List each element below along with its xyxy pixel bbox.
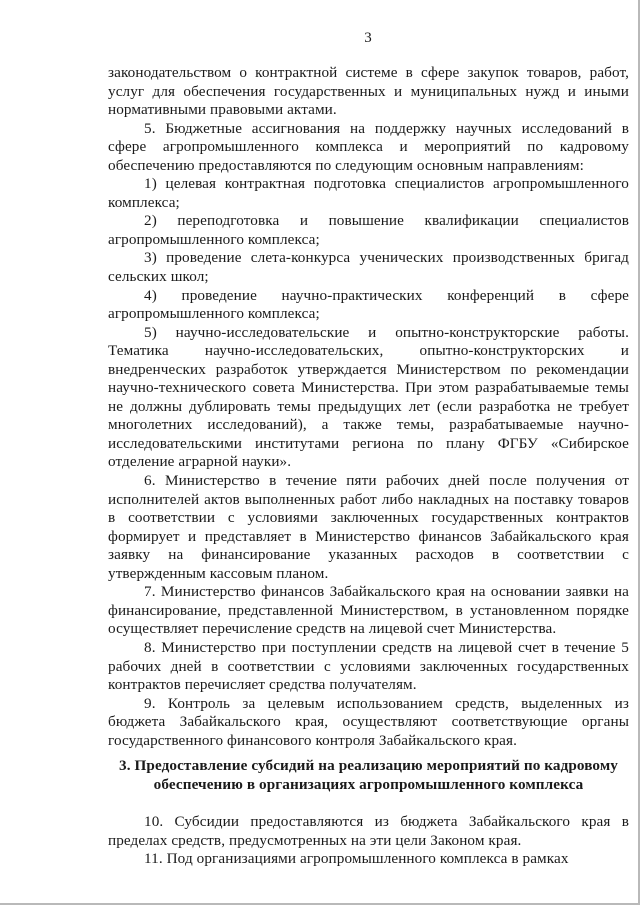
list-item-paragraph: 2) переподготовка и повышение квалификации специалистов агропромышленного комплекса; — [108, 212, 629, 248]
paragraph: законодательством о контрактной системе в сфере закупок товаров, работ, услуг для обеспечения государственных и муниципальных нужд и иными нормативными правовыми актами. — [108, 64, 629, 119]
paragraph: 10. Субсидии предоставляются из бюджета Забайкальского края в пределах средств, предусмотренных на эти цели Законом края. — [108, 813, 629, 849]
list-item-paragraph: 5) научно-исследовательские и опытно-конструкторские работы. Тематика научно-исследовательских, опытно-конструкторских и внедренческих разработок утверждается Министерством по рекомендации научно-технического совета Министерства. При этом разрабатываемые темы не должны дублировать темы предыдущих лет (если разработка не требует многолетних исследований), а также темы, разрабатываемые научно-исследовательскими институтами региона по плану ФГБУ «Сибирское отделение аграрной науки». — [108, 323, 629, 471]
paragraph: 9. Контроль за целевым использованием средств, выделенных из бюджета Забайкальского края, осуществляют соответствующие органы государственного финансового контроля Забайкальского края. — [108, 694, 629, 749]
page-content — [108, 64, 629, 869]
list-item-paragraph: 1) целевая контрактная подготовка специалистов агропромышленного комплекса; — [108, 175, 629, 211]
page-number: 3 — [364, 30, 372, 46]
paragraph: 8. Министерство при поступлении средств на лицевой счет в течение 5 рабочих дней в соответствии с условиями заключенных государственных контрактов перечисляет средства получателям. — [108, 638, 629, 694]
paragraph: 11. Под организациями агропромышленного комплекса в рамках — [144, 850, 569, 868]
section-heading: 3. Предоставление субсидий на реализацию мероприятий по кадровому обеспечению в организациях агропромышленного комплекса — [119, 757, 618, 793]
paragraph: 7. Министерство финансов Забайкальского края на основании заявки на финансирование, представленной Министерством, в установленном порядке осуществляет перечисление средств на лицевой счет Министерства. — [108, 583, 629, 638]
paragraph: 6. Министерство в течение пяти рабочих дней после получения от исполнителей актов выполненных работ либо накладных на поставку товаров в соответствии с условиями заключенных государственных контрактов формирует и представляет в Министерство финансов Забайкальского края заявку на финансирование указанных расходов в соответствии с утвержденным кассовым планом. — [108, 472, 629, 582]
paragraph: 5. Бюджетные ассигнования на поддержку научных исследований в сфере агропромышленного комплекса и мероприятий по кадровому обеспечению предоставляются по следующим основным направлениям: — [108, 119, 629, 174]
list-item-paragraph: 4) проведение научно-практических конференций в сфере агропромышленного комплекса; — [108, 286, 629, 323]
list-item-paragraph: 3) проведение слета-конкурса ученических производственных бригад сельских школ; — [108, 249, 629, 286]
